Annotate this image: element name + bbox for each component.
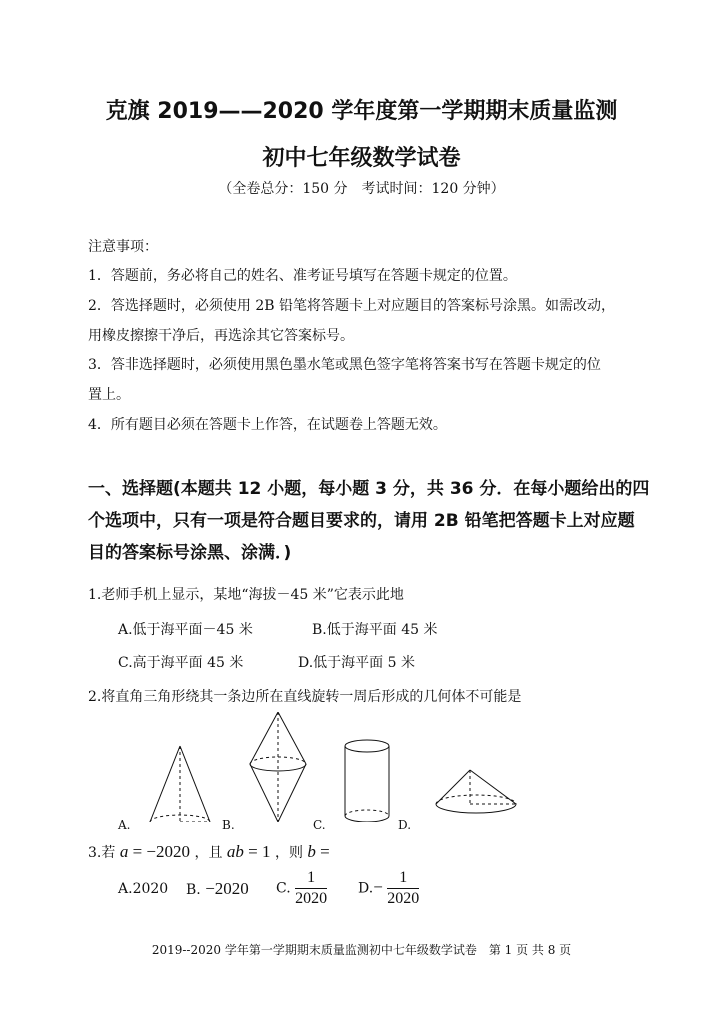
- fraction-denominator: 2020: [387, 890, 420, 907]
- page-footer: 2019--2020 学年第一学期期末质量监测初中七年级数学试卷 第 1 页 共 8 页: [151, 943, 572, 957]
- q3-option-d-fraction: [387, 868, 419, 909]
- cylinder-figure-c: [345, 740, 389, 822]
- q1-option-b: B.低于海平面 45 米: [312, 622, 438, 638]
- section1-heading: 目的答案标号涂黑、涂满．): [88, 543, 292, 563]
- q1-option-a: A.低于海平面－45 米: [118, 622, 253, 638]
- notice-line: 4．所有题目必须在答题卡上作答，在试题卷上答题无效。: [88, 417, 447, 433]
- q3-cond1: = −2020: [128, 842, 190, 861]
- fraction-numerator: 1: [295, 868, 327, 889]
- exam-title-line1: 克旗 2019——2020 学年度第一学期期末质量监测: [105, 99, 618, 124]
- q3-option-d-label: D.: [358, 880, 374, 897]
- notice-line: 置上。: [88, 387, 130, 403]
- q3-option-a-value: 2020: [132, 881, 169, 897]
- q3-option-a-label: A.: [118, 881, 133, 897]
- double-cone-figure-b: [250, 712, 306, 822]
- q3-option-d: [358, 868, 419, 909]
- q3-prefix: 3.若: [88, 845, 116, 861]
- notice-line: 3．答非选择题时，必须使用黑色墨水笔或黑色签字笔将答案书写在答题卡规定的位: [88, 357, 601, 373]
- q3-sep: ，且: [194, 845, 223, 861]
- section1-heading: 个选项中，只有一项是符合题目要求的，请用 2B 铅笔把答题卡上对应题: [88, 511, 635, 531]
- flat-cone-figure-d: [436, 770, 516, 813]
- q3-option-c-fraction: [295, 868, 327, 909]
- q3-option-a: [118, 881, 168, 897]
- q3-sep: ，则: [274, 845, 303, 861]
- exam-title-line2: 初中七年级数学试卷: [262, 146, 461, 171]
- fraction-numerator: 1: [387, 868, 419, 889]
- q1-option-d: D.低于海平面 5 米: [298, 655, 415, 671]
- q3-var-ab: ab: [226, 842, 244, 861]
- q3-option-d-sign: −: [373, 877, 383, 897]
- notice-heading: 注意事项：: [88, 239, 158, 255]
- figure-label-a: A.: [118, 818, 131, 832]
- notice-line: 1．答题前，务必将自己的姓名、准考证号填写在答题卡规定的位置。: [88, 268, 517, 284]
- q3-equals: =: [315, 842, 330, 861]
- figure-label-c: C.: [313, 818, 326, 832]
- section1-heading: 一、选择题(本题共 12 小题，每小题 3 分，共 36 分．在每小题给出的四: [88, 479, 650, 499]
- q1-stem: 1.老师手机上显示，某地“海拔－45 米”它表示此地: [88, 587, 404, 603]
- q2-stem: 2.将直角三角形绕其一条边所在直线旋转一周后形成的几何体不可能是: [88, 689, 522, 705]
- q3-option-b-value: −2020: [205, 879, 249, 898]
- q3-stem: [88, 842, 330, 862]
- q3-var-a: a: [119, 842, 129, 861]
- score-info: （全卷总分：150 分 考试时间：120 分钟）: [218, 181, 505, 197]
- q3-option-b-label: B.: [186, 882, 201, 898]
- q3-option-b: [186, 879, 249, 899]
- q3-option-c: [276, 868, 327, 909]
- notice-line: 用橡皮擦擦干净后，再选涂其它答案标号。: [88, 328, 354, 344]
- cone-figure-a: [150, 746, 210, 822]
- figure-label-d: D.: [398, 818, 412, 832]
- q1-option-c: C.高于海平面 45 米: [118, 655, 244, 671]
- q3-var-b: b: [307, 842, 316, 861]
- q3-option-c-label: C.: [276, 880, 291, 897]
- fraction-denominator: 2020: [295, 890, 328, 907]
- q3-cond2: = 1: [243, 842, 271, 861]
- notice-line: 2．答选择题时，必须使用 2B 铅笔将答题卡上对应题目的答案标号涂黑。如需改动，: [88, 298, 616, 314]
- q2-solids-figure: [110, 712, 530, 822]
- figure-label-b: B.: [222, 818, 235, 832]
